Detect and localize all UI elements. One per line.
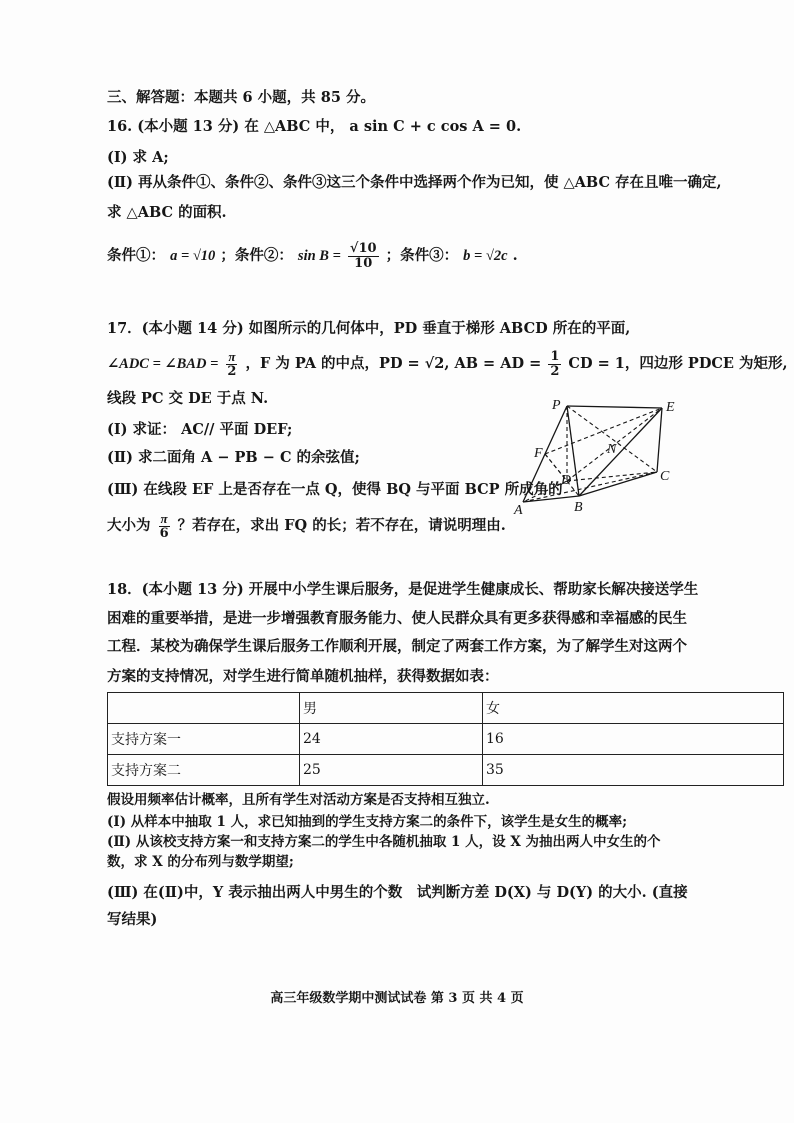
q17-pi-sixth-den: 6 xyxy=(159,525,169,541)
q17-line2-mid: ，F 为 PA 的中点，PD = √2, AB = AD = xyxy=(245,355,542,373)
table-cell: 支持方案一 xyxy=(108,724,300,755)
edge-AB xyxy=(523,496,579,502)
q17-part2: (Ⅱ) 求二面角 A − PB − C 的余弦值; xyxy=(107,449,360,466)
table-header-cell: 女 xyxy=(483,693,784,724)
q16-conditions xyxy=(107,242,518,270)
q18-line1: 18．(本小题 13 分) 开展中小学生课后服务，是促进学生健康成长、帮助家长解决接送学生 xyxy=(107,581,699,598)
label-C: C xyxy=(660,469,670,484)
q18-line2: 困难的重要举措，是进一步增强教育服务能力、使人民群众具有更多获得感和幸福感的民生 xyxy=(107,610,687,627)
q16-intro: 16. (本小题 13 分) 在 △ABC 中， a sin C + c cos A = 0. xyxy=(107,118,522,135)
label-A: A xyxy=(514,503,523,518)
support-table xyxy=(107,692,784,786)
table-row xyxy=(108,724,784,755)
q18-part3-line2: 写结果) xyxy=(107,911,158,928)
q18-part2-line2: 数，求 X 的分布列与数学期望; xyxy=(107,854,294,870)
table-cell: 25 xyxy=(300,755,483,786)
q16-part2-line1: (Ⅱ) 再从条件①、条件②、条件③这三个条件中选择两个作为已知，使 △ABC 存在且唯一确定, xyxy=(107,174,722,191)
table-cell: 24 xyxy=(300,724,483,755)
q16-part1: (Ⅰ) 求 A; xyxy=(107,149,169,166)
q16-cond2-num: √10 xyxy=(349,241,377,256)
q17-pi-half-num: π xyxy=(228,349,236,364)
q16-cond-end: . xyxy=(512,247,518,265)
edge-PE xyxy=(567,406,662,408)
q17-line2-end: CD = 1，四边形 PDCE 为矩形, xyxy=(568,355,788,373)
q16-cond2-prefix: sin B = xyxy=(297,248,341,265)
q17-angle-eq: ∠ADC = ∠BAD = xyxy=(107,356,219,373)
q18-assumption: 假设用频率估计概率，且所有学生对活动方案是否支持相互独立. xyxy=(107,792,490,808)
label-E: E xyxy=(666,400,675,415)
page-footer: 高三年级数学期中测试试卷 第 3 页 共 4 页 xyxy=(270,991,524,1006)
q17-pi-half xyxy=(225,350,238,378)
q17-pi-sixth xyxy=(158,512,171,540)
table-cell: 35 xyxy=(483,755,784,786)
label-N: N xyxy=(607,442,617,457)
q18-part1: (Ⅰ) 从样本中抽取 1 人，求已知抽到的学生支持方案二的条件下，该学生是女生的概率; xyxy=(107,814,628,830)
q17-part3-line1: (Ⅲ) 在线段 EF 上是否存在一点 Q，使得 BQ 与平面 BCP 所成角的 xyxy=(107,481,563,498)
q16-cond3: b = √2c xyxy=(463,248,508,265)
q17-part3-line2 xyxy=(107,512,506,540)
q17-pi-half-den: 2 xyxy=(227,363,237,379)
q17-part3-b: ？若存在，求出 FQ 的长；若不存在，请说明理由. xyxy=(177,517,506,535)
q17-pi-sixth-num: π xyxy=(160,511,168,526)
q16-cond2-fraction xyxy=(348,242,379,270)
label-F: F xyxy=(534,446,543,461)
table-row xyxy=(108,755,784,786)
label-D: D xyxy=(561,473,572,488)
label-P: P xyxy=(552,398,561,413)
q16-cond-label2: ；条件②： xyxy=(220,247,293,265)
table-header-cell xyxy=(108,693,300,724)
table-header-row xyxy=(108,693,784,724)
q18-line3: 工程．某校为确保学生课后服务工作顺利开展，制定了两套工作方案，为了解学生对这两个 xyxy=(107,638,687,655)
q18-part3-line1: (Ⅲ) 在(Ⅱ)中，Y 表示抽出两人中男生的个数 试判断方差 D(X) 与 D(Y) 的大小. (直接 xyxy=(107,884,688,901)
q17-one-half xyxy=(548,350,561,378)
q16-cond-label1: 条件①： xyxy=(107,247,165,265)
edge-AC xyxy=(523,472,657,502)
table-header-cell: 男 xyxy=(300,693,483,724)
table-cell: 16 xyxy=(483,724,784,755)
q16-cond1: a = √10 xyxy=(170,248,216,265)
q17-line2 xyxy=(107,350,788,378)
edge-EC xyxy=(657,408,662,472)
geometry-figure xyxy=(505,393,690,518)
q16-part2-line2: 求 △ABC 的面积. xyxy=(107,204,227,221)
label-B: B xyxy=(574,500,583,515)
q17-part3-a: 大小为 xyxy=(107,517,151,535)
table-cell: 支持方案二 xyxy=(108,755,300,786)
q17-line1: 17．(本小题 14 分) 如图所示的几何体中，PD 垂直于梯形 ABCD 所在的平面, xyxy=(107,320,631,337)
q16-cond-label3: ；条件③： xyxy=(385,247,459,265)
q17-part1: (Ⅰ) 求证： AC// 平面 DEF; xyxy=(107,421,293,438)
section-heading: 三、解答题：本题共 6 小题，共 85 分。 xyxy=(107,89,375,106)
q17-one-half-den: 2 xyxy=(550,363,560,379)
q17-one-half-num: 1 xyxy=(550,349,560,364)
q18-line4: 方案的支持情况，对学生进行简单随机抽样，获得数据如表： xyxy=(107,668,499,685)
edge-PC xyxy=(567,406,657,472)
q17-line3: 线段 PC 交 DE 于点 N. xyxy=(107,390,269,407)
q18-part2-line1: (Ⅱ) 从该校支持方案一和支持方案二的学生中各随机抽取 1 人，设 X 为抽出两人中女生的个 xyxy=(107,834,661,850)
q16-cond2-den: 10 xyxy=(354,255,373,271)
